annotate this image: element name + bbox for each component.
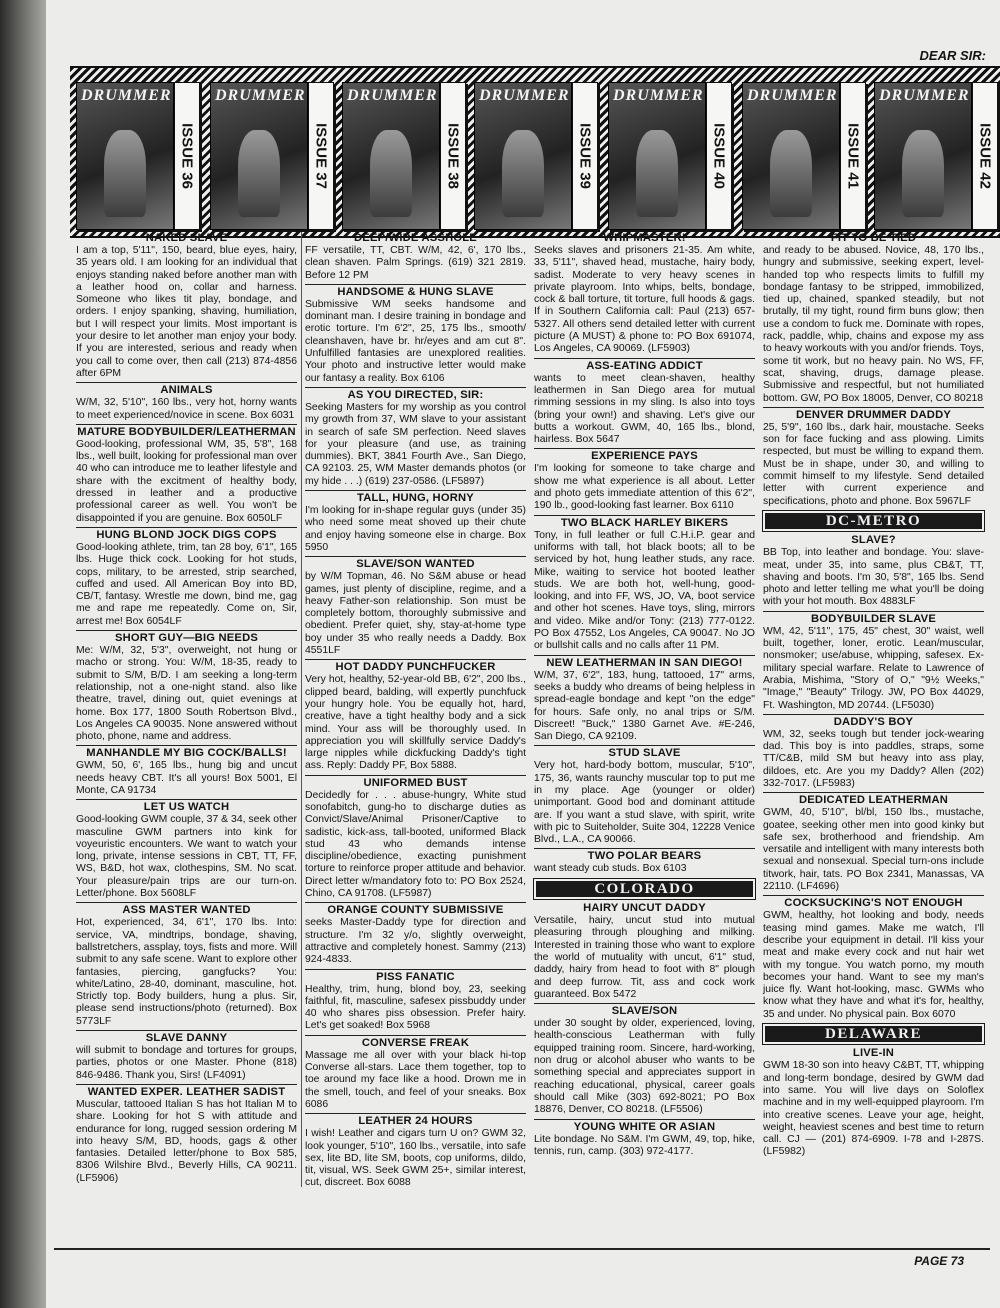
classified-ad [305, 558, 526, 657]
ad-divider [763, 895, 984, 896]
ad-divider [76, 527, 297, 528]
classified-ad [305, 904, 526, 966]
issue-tab [972, 82, 998, 230]
ad-title: SLAVE? [851, 534, 896, 547]
classified-ad [763, 409, 984, 508]
ad-body: seeks Master-Daddy type for direction and structure. I'm 32 y/o, slightly overweight, attractive and completely honest. Sammy (213) 924-4833. [305, 917, 526, 966]
issue-cover [608, 82, 732, 230]
region-header: DC-METRO [763, 511, 984, 531]
ad-title: TWO BLACK HARLEY BIKERS [560, 516, 729, 529]
ad-title: HANDSOME & HUNG SLAVE [337, 285, 494, 298]
classified-ad [763, 232, 984, 405]
ad-body: GWM 18-30 son into heavy C&BT, TT, whipping and long-term bondage, desired by GWM dad into same. You will live days on Soloflex machine and in my well-equipped playroom. I'm into creative scenes. Leave your age, height, weight, heaviest scenes and best time to return call. CJ — (201) 874-6909. I-78 and I-287S. (LF5982) [763, 1060, 984, 1158]
classified-ad [763, 1047, 984, 1158]
magazine-page [46, 0, 1000, 1308]
ad-title: COCKSUCKING'S NOT ENOUGH [784, 897, 963, 910]
ad-body: Healthy, trim, hung, blond boy, 23, seeking faithful, fit, masculine, safesex pissbuddy under 40 who shares piss obsession. Prefer hairy. Let's get soaked! Box 5968 [305, 983, 526, 1032]
ad-divider [534, 745, 755, 746]
issue-cover [742, 82, 866, 230]
column-1 [76, 232, 302, 1187]
ad-divider [534, 1003, 755, 1004]
ad-body: GWM, 50, 6', 165 lbs., hung big and uncut needs heavy CBT. It's all yours! Box 5001, El Monte, CA 91734 [76, 760, 297, 796]
ad-title: CONVERSE FREAK [361, 1036, 470, 1049]
classified-ad [534, 747, 755, 846]
region-header: COLORADO [534, 879, 755, 899]
ad-body: GWM, healthy, hot looking and body, needs teasing mind games. Make me watch, I'll describe your equipment in detail. I'll kiss your meat and make every cock and nut hair wet with my tongue. You watch porno, my mouth becomes your hand. Want to see my man's juice fly. Want hot-looking, masc. GWMs who know what they have and what it's for, healthy, 35 and under. No physical pain. Box 6070 [763, 910, 984, 1020]
ad-body: under 30 sought by older, experienced, loving, health-conscious Leatherman with fully equipped training room. Sincere, hard-working, non drug or alcohol abuser who wants to be something special and appreciates support in reaching educational, physical, career goals should call Mike (303) 692-8021; PO Box 18876, Denver, CO 80218. (LF5506) [534, 1018, 755, 1116]
ad-divider [534, 848, 755, 849]
footer-rule [54, 1248, 990, 1250]
ad-title: NAKED SLAVE [145, 232, 228, 244]
cover-figure [902, 130, 944, 218]
cover-image [76, 82, 174, 230]
classified-ad [534, 902, 755, 1001]
ad-body: I'm looking for in-shape regular guys (under 35) who need some meat shoved up their chute and enjoy having someone else in charge. Box 5950 [305, 505, 526, 553]
page-number: PAGE 73 [914, 1254, 964, 1268]
classified-ad [76, 384, 297, 422]
region-header: DELAWARE [763, 1024, 984, 1044]
issue-tab [840, 82, 866, 230]
issue-number: ISSUE 36 [178, 123, 196, 189]
classified-ad [76, 529, 297, 628]
ad-title: BODYBUILDER SLAVE [810, 612, 937, 625]
cover-logo: DRUMMER [81, 87, 172, 104]
ad-title: ORANGE COUNTY SUBMISSIVE [327, 904, 504, 917]
classified-ad [76, 426, 297, 525]
ad-body: W/M, 32, 5'10", 160 lbs., very hot, horny wants to meet experienced/novice in scene. Box 6031 [76, 397, 297, 421]
issue-cover [874, 82, 998, 230]
ad-divider [305, 1113, 526, 1114]
classified-ad [76, 232, 297, 380]
classifieds-columns [76, 232, 994, 1248]
cover-figure [238, 130, 280, 218]
classified-ad [305, 1115, 526, 1189]
classified-ad [534, 1121, 755, 1159]
classified-ad [76, 632, 297, 743]
ad-body: I wish! Leather and cigars turn U on? GWM 32, look younger, 5'10", 160 lbs., versatile, into safe sex, lite BD, lite SM, boots, cop uniforms, dildo, tit, visual, WS. Seek GWM 25+, similar interest, cut, discreet. Box 6088 [305, 1128, 526, 1189]
ad-divider [305, 659, 526, 660]
ad-title: EXPERIENCE PAYS [591, 450, 698, 463]
ad-title: SLAVE/SON [611, 1005, 678, 1018]
ad-divider [763, 611, 984, 612]
classified-ad [76, 1086, 297, 1185]
issue-number: ISSUE 41 [844, 123, 862, 189]
classified-ad [305, 389, 526, 488]
ad-title: LIVE-IN [852, 1047, 895, 1060]
ad-body: I'm looking for someone to take charge and show me what experience is all about. Letter and photo gets immediate attention of this 6'2", 190 lb., good-looking fast learner. Box 6110 [534, 463, 755, 512]
ad-title: WHIPMASTER! [603, 232, 686, 244]
issue-cover [76, 82, 200, 230]
ad-title: LEATHER 24 HOURS [358, 1115, 473, 1128]
ad-body: I am a top, 5'11", 150, beard, blue eyes, hairy, 35 years old. I am looking for an individual that enjoys standing naked before another man with a leather hood on, collar and harness. Someone who likes tit play, bondage, and orders. I enjoy spanking, shaving, humiliation, but I will respect your limits. Most important is your desire to let another man enjoy your body. If you are interested, serious and ready when you call to come over, then call (213) 874-4856 after 6PM [76, 245, 297, 379]
issue-number: ISSUE 37 [312, 123, 330, 189]
ad-divider [534, 1119, 755, 1120]
classified-ad [305, 286, 526, 385]
issue-tab [706, 82, 732, 230]
ad-body: GWM, 40, 5'10", bl/bl, 150 lbs., mustache, goatee, seeking other men into good kinky but safe sex, brotherhood and friendship. Am versatile and intelligent with many interests both sexual and nonsexual. Special turn-ons include titwork, hair, tats. PO Box 2341, Manassas, VA 22110. (LF4696) [763, 807, 984, 893]
ad-body: wants to meet clean-shaven, healthy leathermen in San Diego area for mutual rimming sessions in my sling. Is also into toys (bring your own!) and shaving. Let's give our butts a workout. GWM, 40, 165 lbs., blond, hairless. Box 5647 [534, 372, 755, 446]
ad-title: DADDY'S BOY [833, 715, 914, 728]
cover-logo: DRUMMER [613, 87, 704, 104]
ad-body: Versatile, hairy, uncut stud into mutual pleasuring through ploughing and milking. Interested in training those who want to explore the world of mutuality with uncut, 6'1" stud, daddy, hairy from head to foot with 8" plough and deep furrow. Tit, ass and cock work guaranteed. Box 5472 [534, 915, 755, 1000]
classified-ad [534, 232, 755, 356]
cover-image [608, 82, 706, 230]
ad-divider [534, 655, 755, 656]
ad-body: Good-looking GWM couple, 37 & 34, seek other masculine GWM partners into kink for voyeuristic encounters. We want to watch your long, private, intense sessions in CBT, TT, FF, WS, B&D, hot wax, clothespins, SM. No scat. Your pleasure/pain trips are our turn-on. Letter/phone. Box 5608LF [76, 814, 297, 900]
ad-title: TWO POLAR BEARS [587, 850, 702, 863]
issue-number: ISSUE 40 [710, 123, 728, 189]
cover-figure [770, 130, 812, 218]
ad-title: DEEP/WIDE ASSHOLE [354, 232, 477, 244]
ad-divider [305, 490, 526, 491]
classified-ad [305, 971, 526, 1033]
issue-tab [174, 82, 200, 230]
ad-title: NEW LEATHERMAN IN SAN DIEGO! [546, 656, 743, 669]
ad-title: LET US WATCH [143, 801, 230, 814]
ad-title: PISS FANATIC [376, 970, 455, 983]
ad-body: Me: W/M, 32, 5'3", overweight, not hung or macho or strong. You: W/M, 18-35, ready to submit to S/M, B/D. I am seeking a long-term relationship, not a one-night stand. also like theatre, travel, dining out, quiet evenings at home. Box 177, 1800 South Robertson Blvd., Los Angeles CA 90035. None answered without photo, phone, name and address. [76, 645, 297, 743]
ad-body: by W/M Topman, 46. No S&M abuse or head games, just plenty of discipline, regime, and a heavy Father-son relationship. Son must be completely bottom, thoroughly submissive and obedient. Prefer quiet, shy, stay-at-home type boy under 35 who really needs a Daddy. Box 4551LF [305, 571, 526, 657]
cover-logo: DRUMMER [347, 87, 438, 104]
ad-title: FIT TO BE TIED [830, 232, 917, 244]
ad-divider [763, 407, 984, 408]
classified-ad [76, 747, 297, 797]
cover-figure [502, 130, 544, 218]
ad-title: STUD SLAVE [608, 747, 681, 760]
ad-title: SLAVE/SON WANTED [356, 558, 475, 571]
ad-title: ASS MASTER WANTED [122, 904, 251, 917]
issue-number: ISSUE 38 [444, 123, 462, 189]
ad-divider [305, 284, 526, 285]
ad-divider [534, 515, 755, 516]
ad-title: SHORT GUY—BIG NEEDS [114, 632, 259, 645]
classified-ad [763, 716, 984, 790]
cover-logo: DRUMMER [879, 87, 970, 104]
ad-divider [534, 448, 755, 449]
ad-divider [76, 382, 297, 383]
classified-ad [534, 517, 755, 653]
classified-ad [305, 232, 526, 282]
classified-ad [763, 613, 984, 712]
ad-title: YOUNG WHITE OR ASIAN [573, 1120, 716, 1133]
classified-ad [763, 897, 984, 1021]
ad-divider [76, 424, 297, 425]
ad-body: Good-looking athlete, trim, tan 28 boy, 6'1", 165 lbs. Huge thick cock. Looking for hot studs, cops, military, to be arrested, strip searched, cuffed and used. All American Boy into BD, CB/T, fantasy. Wrestle me down, bind me, gag me and rape me repeatedly. Come on, Sir, arrest me! Box 6054LF [76, 541, 297, 627]
column-2 [305, 232, 526, 1192]
ad-body: 25, 5'9", 160 lbs., dark hair, moustache. Seeks son for face fucking and ass plowing. Limits respected, but must be willing to expand them. Must be in shape, under 30, and willing to commit himself to my lifestyle. Send detailed letter with current experience and specifications, photo and phone. Box 5967LF [763, 421, 984, 507]
issue-cover [474, 82, 598, 230]
classified-ad [763, 794, 984, 893]
classified-ad [305, 777, 526, 901]
issue-cover [210, 82, 334, 230]
cover-figure [636, 130, 678, 218]
issue-tab [308, 82, 334, 230]
cover-logo: DRUMMER [747, 87, 838, 104]
ad-body: Hot, experienced, 34, 6'1", 170 lbs. Into: service, VA, mindtrips, bondage, shaving, ballstretchers, assplay, toys, fists and more. Will submit to any safe scene. Want to explore other fantasies, piercing, gangfucks? You: white/Latino, 28-40, dominant, masculine, hot. Strictly top. Body builders, hung a plus. Sir, please send instructions/photo (returned). Box 5773LF [76, 917, 297, 1027]
ad-title: DEDICATED LEATHERMAN [798, 794, 948, 807]
column-4 [763, 232, 984, 1161]
ad-divider [305, 775, 526, 776]
ad-body: Lite bondage. No S&M. I'm GWM, 49, top, hike, tennis, run, camp. (303) 972-4177. [534, 1133, 755, 1157]
classified-ad [305, 661, 526, 772]
ad-title: AS YOU DIRECTED, SIR: [347, 388, 484, 401]
ad-body: want steady cub studs. Box 6103 [534, 863, 687, 875]
issue-number: ISSUE 39 [576, 123, 594, 189]
ad-title: SLAVE DANNY [145, 1032, 228, 1045]
ad-body: Very hot, healthy, 52-year-old BB, 6'2", 200 lbs., clipped beard, balding, will expertly punchfuck your hungry hole. You be equally hot, hard, creative, have a tight healthy body and a sick mind. Your ass will be thoroughly used. In appreciation you will skillfully service Daddy's large nipples while dickfucking Daddy's tight ass. Reply: Daddy PF, Box 5888. [305, 674, 526, 772]
classified-ad [763, 534, 984, 608]
section-header: DEAR SIR: [919, 48, 986, 63]
ad-title: UNIFORMED BUST [363, 776, 468, 789]
cover-strip [70, 66, 1000, 238]
ad-title: HUNG BLOND JOCK DIGS COPS [96, 528, 277, 541]
classified-ad [534, 450, 755, 512]
cover-image [342, 82, 440, 230]
ad-divider [76, 1030, 297, 1031]
ad-body: Good-looking, professional WM, 35, 5'8", 168 lbs., well built, looking for professional man over 40 who can introduce me to leather lifestyle and share with the excitment of healthy body, dressed in leather and a productive professional career as well. You won't be disappointed if you are genuine. Box 6050LF [76, 438, 297, 524]
ad-divider [305, 556, 526, 557]
classified-ad [534, 360, 755, 447]
ad-divider [76, 630, 297, 631]
ad-title: MANHANDLE MY BIG COCK/BALLS! [86, 747, 287, 760]
ad-divider [763, 714, 984, 715]
ad-divider [305, 902, 526, 903]
classified-ad [76, 1032, 297, 1082]
ad-body: Muscular, tattooed Italian S has hot Italian M to share. Looking for hot S with attitude and endurance for long, rugged session ordering M into heavy S/M, BD, hoods, gags & other fantasies. Detailed letter/phone to Box 585, 8306 Wilshire Blvd., Beverly Hills, CA 90211. (LF5906) [76, 1098, 297, 1184]
ad-divider [305, 1035, 526, 1036]
cover-image [742, 82, 840, 230]
ad-title: ANIMALS [160, 384, 213, 397]
ad-body: Seeks slaves and prisoners 21-35. Am white, 33, 5'11", shaved head, mustache, hairy body, sadist. Moderate to very heavy scenes in private playroom. Into whips, belts, bondage, cock & ball torture, tit torture, full hoods & gags. If in Southern California call: Paul (213) 657-5327. All others send detailed letter with current picture (A MUST) & phone to: PO Box 691074, Los Angeles, CA 90069. (LF5903) [534, 245, 755, 355]
cover-logo: DRUMMER [479, 87, 570, 104]
ad-body: Massage me all over with your black hi-top Converse all-stars. Lace them together, top to toe around my face like a hood. Drown me in the smell, touch, and feel of your sneaks. Box 6086 [305, 1049, 526, 1110]
ad-title: TALL, HUNG, HORNY [357, 492, 474, 505]
issue-tab [440, 82, 466, 230]
ad-title: ASS-EATING ADDICT [586, 359, 703, 372]
ad-body: Decidedly for . . . abuse-hungry, White stud sonofabitch, gung-ho to discharge duties as Convict/Slave/Animal Prisoner/Captive to sadistic, kick-ass, tall-booted, uniformed Black stud 43 who demands intense discipline/obedience, exacting punishment torture to reinforce proper attitude and behavior. Direct letter w/mandatory foto to: PO Box 2524, Chino, CA 91708. (LF5987) [305, 789, 526, 900]
ad-body: Very hot, hard-body bottom, muscular, 5'10", 175, 36, wants raunchy muscular top to put me in my place. Age (younger or older) unimportant. Good bod and dominant attitude are. If you want a stud slave, with spirit, write with pic to Suiteholder, Suite 304, 12228 Venice Blvd., L.A., CA 90066. [534, 760, 755, 846]
ad-title: WANTED EXPER. LEATHER SADIST [87, 1085, 286, 1098]
classified-ad [534, 1005, 755, 1116]
ad-title: HOT DADDY PUNCHFUCKER [335, 661, 496, 674]
ad-body: Tony, in full leather or full C.H.i.P. gear and uniforms with tall, hot black boots; all to be serviced by hot, hung leather studs, any race. Mike, waiting to service hot booted leather studs. We are both hot, well-hung, good-looking, and into FF, WS, JO, VA, boot service and other hot scenes. Have toys, sling, mirrors and video. Mike and/or Tony: (213) 777-0122. PO Box 47552, Los Angeles, CA 90047. No JO or bullshit calls and no calls after 11 PM. [534, 529, 755, 652]
classified-ad [534, 657, 755, 744]
ad-body: W/M, 37, 6'2", 183, hung, tattooed, 17" arms, seeks a buddy who dreams of being helpless in spread-eagle bondage and kept "on the edge" for hours. Safe only, no anal trips or S/M. Discreet! "Buck," 1380 Garnet Ave. #E-246, San Diego, CA 92109. [534, 669, 755, 743]
cover-image [474, 82, 572, 230]
cover-image [210, 82, 308, 230]
ad-body: WM, 42, 5'11", 175, 45" chest, 30" waist, well built, together, loner, erotic. Lean/muscular, nonsmoker; use/abuse, whipping, safesex. Ex-military special warfare. Relate to Lawrence of Arabia, Mishima, "Story of O," "9½ Weeks," "Image," "Beauty" Trilogy. JW, PO Box 44029, Ft. Washington, MD 20744. (LF5030) [763, 625, 984, 711]
cover-image [874, 82, 972, 230]
classified-ad [305, 492, 526, 554]
ad-body: Submissive WM seeks handsome and dominant man. I desire training in bondage and erotic torture. I'm 6'2", 25, 175 lbs., smooth/ cleanshaven, have br. hr/eyes and am cut 8". Unfulfilled fantasies are unexplored realities. Your photo and instructive letter would make our fantasy a reality. Box 6106 [305, 298, 526, 384]
cover-figure [370, 130, 412, 218]
classified-ad [534, 850, 755, 875]
issue-cover [342, 82, 466, 230]
ad-divider [76, 745, 297, 746]
classified-ad [305, 1037, 526, 1111]
ad-title: MATURE BODYBUILDER/LEATHERMAN [77, 425, 296, 438]
issue-tab [572, 82, 598, 230]
ad-body: and ready to be abused. Novice, 48, 170 lbs., hungry and submissive, seeking expert, level-handed top who respects limits to fulfill my bondage fantasy to be stripped, immobilized, tied up, chained, spanked steadily, but not brutally, til my tight, round firm buns glow; then use a condom to fuck me. Dominate with ropes, rack, paddle, whip, chains and expose my ass to heavy workouts with you and/or friends. Toys, some tit work, but no heavy pain. No WS, FF, scat, shaving, drugs, damage please. Submissive and respectful, but not humiliated bottom. GW, PO Box 18005, Denver, CO 80218 [763, 245, 985, 404]
ad-divider [76, 1084, 297, 1085]
ad-body: WM, 32, seeks tough but tender jock-wearing dad. This boy is into paddles, straps, some TT/C&B, mild SM but heavy into ass play, dildoes, etc. Are you my Daddy? Allen (202) 332-7017. (LF5983) [763, 728, 984, 789]
ad-divider [534, 358, 755, 359]
ad-divider [763, 792, 984, 793]
issue-number: ISSUE 42 [976, 123, 994, 189]
cover-figure [104, 130, 146, 218]
classified-ad [76, 801, 297, 900]
classified-ad [76, 904, 297, 1028]
ad-divider [305, 387, 526, 388]
ad-divider [76, 902, 297, 903]
ad-body: Seeking Masters for my worship as you control my growth from 37, WM slave to your assistant in search of safe SM perfection. Need slaves for your pleasure (and use, as training dummies). BKT, 3841 Fourth Ave., San Diego, CA 92103. 25, WM Master demands photos (or my hide . . .) (619) 237-0586. (LF5897) [305, 401, 526, 487]
column-3 [534, 232, 755, 1160]
ad-body: FF versatile, TT, CBT. W/M, 42, 6', 170 lbs., clean shaven. Palm Springs. (619) 321 2819. Before 12 PM [305, 245, 526, 281]
ad-title: DENVER DRUMMER DADDY [795, 408, 952, 421]
ad-title: HAIRY UNCUT DADDY [583, 902, 706, 915]
ad-body: will submit to bondage and tortures for groups, parties, photos or one Master. Phone (818) 846-9486. Thank you, Sirs! (LF4091) [76, 1045, 297, 1081]
ad-divider [305, 969, 526, 970]
cover-logo: DRUMMER [215, 87, 306, 104]
ad-divider [76, 799, 297, 800]
ad-body: BB Top, into leather and bondage. You: slave-meat, under 35, into same, plus CB&T, TT, shaving and boots. I'm 30, 5'8", 165 lbs. Send photo and letter telling me what you'll be doing with your hot mouth. Box 4883LF [763, 547, 984, 608]
